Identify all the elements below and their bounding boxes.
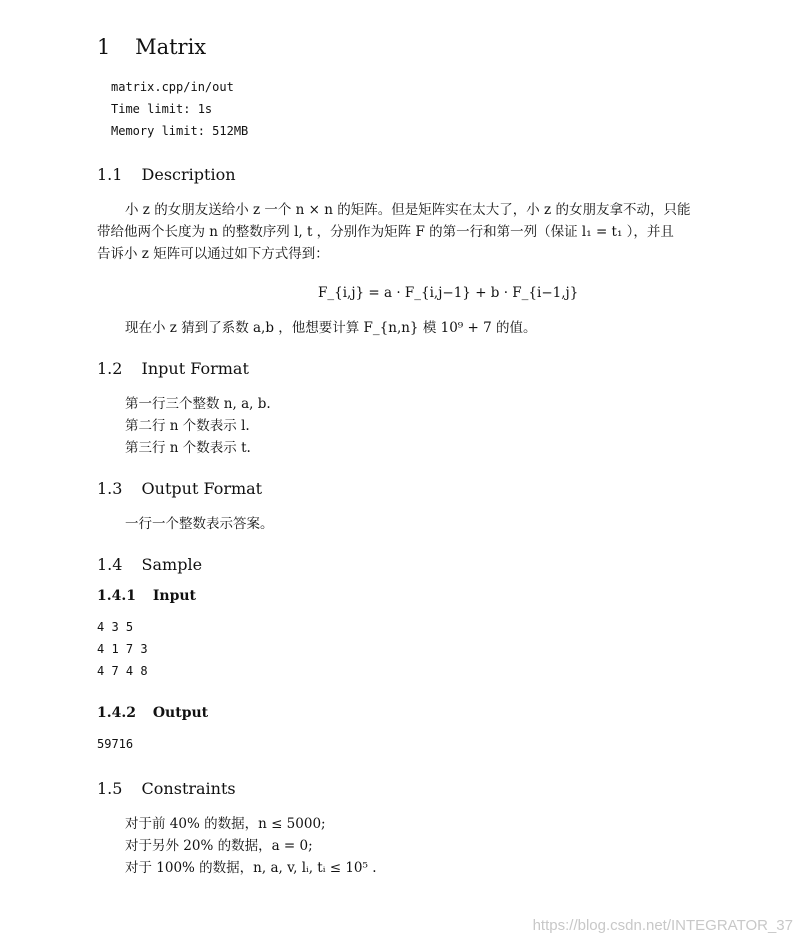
sample-input-line-2: 4 1 7 3 [97,642,148,656]
time-limit: Time limit: 1s [111,102,213,116]
section-heading-output-format [97,479,262,498]
section-title: Description [141,165,236,184]
page-title [97,35,206,59]
section-number: 1.2 [97,359,123,378]
section-heading-sample [97,555,202,574]
subsection-heading-sample-output [97,705,208,721]
subsection-number: 1.4.1 [97,588,136,604]
section-number: 1.1 [97,165,123,184]
title-number: 1 [97,35,111,59]
sample-output-line-1: 59716 [97,737,134,751]
constraint-line-3: 对于 100% 的数据，n, a, v, lᵢ, tᵢ ≤ 10⁵ . [125,860,377,876]
description-line-1: 小 z 的女朋友送给小 z 一个 n × n 的矩阵。但是矩阵实在太大了，小 z 的女朋友拿不动，只能 [125,202,691,218]
section-number: 1.3 [97,479,123,498]
constraint-line-2: 对于另外 20% 的数据，a = 0; [125,838,313,854]
input-format-line-1: 第一行三个整数 n, a, b. [125,396,271,412]
section-number: 1.5 [97,779,123,798]
section-heading-input-format [97,359,249,378]
section-heading-description [97,165,236,184]
recurrence-formula: F_{i,j} = a · F_{i,j−1} + b · F_{i−1,j} [318,285,579,301]
sample-input-line-3: 4 7 4 8 [97,664,148,678]
subsection-heading-sample-input [97,588,196,604]
section-title: Constraints [141,779,236,798]
title-text: Matrix [135,35,207,59]
constraint-line-1: 对于前 40% 的数据，n ≤ 5000; [125,816,326,832]
memory-limit: Memory limit: 512MB [111,124,249,138]
watermark: https://blog.csdn.net/INTEGRATOR_37 [532,917,793,934]
input-format-line-2: 第二行 n 个数表示 l. [125,418,250,434]
sample-input-line-1: 4 3 5 [97,620,134,634]
subsection-title: Input [152,588,197,604]
description-line-4: 现在小 z 猜到了系数 a,b ，他想要计算 F_{n,n} 模 10⁹ + 7 的值。 [125,320,537,336]
description-line-2: 带给他两个长度为 n 的整数序列 l, t ，分别作为矩阵 F 的第一行和第一列（保证 l₁ = t₁ ），并且 [97,224,674,240]
section-heading-constraints [97,779,236,798]
file-names: matrix.cpp/in/out [111,80,234,94]
section-title: Input Format [141,359,249,378]
input-format-line-3: 第三行 n 个数表示 t. [125,440,251,456]
section-title: Sample [141,555,203,574]
subsection-number: 1.4.2 [97,705,136,721]
output-format-line-1: 一行一个整数表示答案。 [125,516,274,532]
section-title: Output Format [141,479,263,498]
section-number: 1.4 [97,555,123,574]
description-line-3: 告诉小 z 矩阵可以通过如下方式得到： [97,246,329,262]
subsection-title: Output [152,705,209,721]
